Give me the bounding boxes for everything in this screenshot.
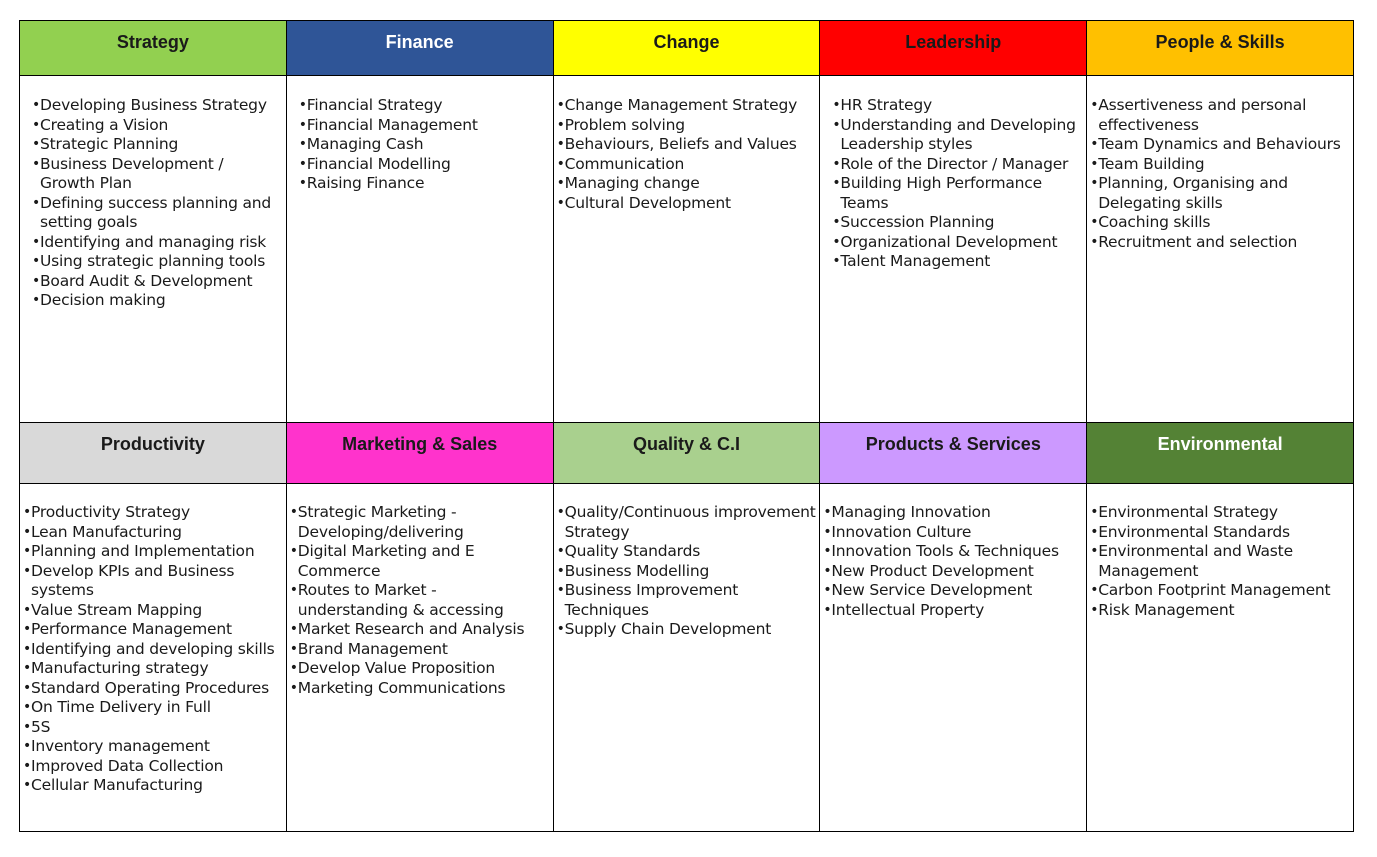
- header-title: Environmental: [1157, 434, 1283, 454]
- content-environmental: [1087, 484, 1354, 832]
- list-item: • Cultural Development: [557, 194, 817, 214]
- list-item: • Using strategic planning tools: [32, 252, 283, 272]
- header-title: Products & Services: [865, 434, 1041, 454]
- list-item: • 5S: [23, 718, 283, 738]
- content-productivity: [20, 484, 287, 832]
- header-title: Leadership: [905, 32, 1002, 52]
- list-item: • Innovation Tools & Techniques: [823, 542, 1083, 562]
- header-change: [553, 21, 820, 76]
- list-item: • Identifying and developing skills: [23, 640, 283, 660]
- header-title: Marketing & Sales: [342, 434, 498, 454]
- list-item: • Developing Business Strategy: [32, 96, 283, 116]
- list-item: • Recruitment and selection: [1090, 233, 1350, 253]
- list-item: • Talent Management: [832, 252, 1083, 272]
- item-list: [1087, 76, 1353, 252]
- list-item: • Succession Planning: [832, 213, 1083, 233]
- list-item: • Defining success planning and setting goals: [32, 194, 283, 233]
- content-marketing-sales: [286, 484, 553, 832]
- header-title: Strategy: [116, 32, 189, 52]
- list-item: • Market Research and Analysis: [290, 620, 550, 640]
- services-grid: [19, 20, 1354, 832]
- header-quality-ci: [553, 423, 820, 484]
- list-item: • Business Improvement Techniques: [557, 581, 817, 620]
- item-list: [20, 484, 286, 796]
- content-quality-ci: [553, 484, 820, 832]
- list-item: • Board Audit & Development: [32, 272, 283, 292]
- list-item: • Strategic Marketing - Developing/delivering: [290, 503, 550, 542]
- header-title: Finance: [385, 32, 454, 52]
- list-item: • Organizational Development: [832, 233, 1083, 253]
- list-item: • Role of the Director / Manager: [832, 155, 1083, 175]
- list-item: • Team Dynamics and Behaviours: [1090, 135, 1350, 155]
- list-item: • Quality Standards: [557, 542, 817, 562]
- list-item: • Managing Cash: [299, 135, 550, 155]
- list-item: • Develop Value Proposition: [290, 659, 550, 679]
- list-item: • Problem solving: [557, 116, 817, 136]
- list-item: • Decision making: [32, 291, 283, 311]
- header-row-1: [20, 21, 1354, 76]
- content-leadership: [820, 76, 1087, 423]
- content-finance: [286, 76, 553, 423]
- list-item: • Environmental Standards: [1090, 523, 1350, 543]
- item-list: [1087, 484, 1353, 620]
- list-item: • Improved Data Collection: [23, 757, 283, 777]
- list-item: • Business Development / Growth Plan: [32, 155, 283, 194]
- list-item: • HR Strategy: [832, 96, 1083, 116]
- list-item: • Manufacturing strategy: [23, 659, 283, 679]
- item-list: [554, 76, 820, 213]
- header-title: Productivity: [100, 434, 205, 454]
- list-item: • Environmental and Waste Management: [1090, 542, 1350, 581]
- list-item: • Planning, Organising and Delegating skills: [1090, 174, 1350, 213]
- list-item: • Coaching skills: [1090, 213, 1350, 233]
- list-item: • Building High Performance Teams: [832, 174, 1083, 213]
- list-item: • Environmental Strategy: [1090, 503, 1350, 523]
- list-item: • Managing change: [557, 174, 817, 194]
- content-products-services: [820, 484, 1087, 832]
- list-item: • Digital Marketing and E Commerce: [290, 542, 550, 581]
- list-item: • Financial Strategy: [299, 96, 550, 116]
- header-row-2: [20, 423, 1354, 484]
- content-row-2: [20, 484, 1354, 832]
- list-item: • Cellular Manufacturing: [23, 776, 283, 796]
- header-title: People & Skills: [1155, 32, 1285, 52]
- list-item: • Marketing Communications: [290, 679, 550, 699]
- list-item: • Inventory management: [23, 737, 283, 757]
- list-item: • Raising Finance: [299, 174, 550, 194]
- header-strategy: [20, 21, 287, 76]
- list-item: • Creating a Vision: [32, 116, 283, 136]
- list-item: • New Service Development: [823, 581, 1083, 601]
- header-marketing-sales: [286, 423, 553, 484]
- list-item: • Develop KPIs and Business systems: [23, 562, 283, 601]
- list-item: • Performance Management: [23, 620, 283, 640]
- list-item: • Supply Chain Development: [557, 620, 817, 640]
- header-people-skills: [1087, 21, 1354, 76]
- item-list: [820, 76, 1086, 272]
- list-item: • Productivity Strategy: [23, 503, 283, 523]
- list-item: • New Product Development: [823, 562, 1083, 582]
- list-item: • Quality/Continuous improvement Strategy: [557, 503, 817, 542]
- item-list: [820, 484, 1086, 620]
- list-item: • Understanding and Developing Leadership styles: [832, 116, 1083, 155]
- list-item: • Managing Innovation: [823, 503, 1083, 523]
- list-item: • Value Stream Mapping: [23, 601, 283, 621]
- list-item: • Assertiveness and personal effectiveness: [1090, 96, 1350, 135]
- list-item: • Standard Operating Procedures: [23, 679, 283, 699]
- header-products-services: [820, 423, 1087, 484]
- list-item: • Lean Manufacturing: [23, 523, 283, 543]
- list-item: • On Time Delivery in Full: [23, 698, 283, 718]
- list-item: • Behaviours, Beliefs and Values: [557, 135, 817, 155]
- header-finance: [286, 21, 553, 76]
- list-item: • Financial Modelling: [299, 155, 550, 175]
- list-item: • Change Management Strategy: [557, 96, 817, 116]
- list-item: • Planning and Implementation: [23, 542, 283, 562]
- header-environmental: [1087, 423, 1354, 484]
- content-people-skills: [1087, 76, 1354, 423]
- header-title: Quality & C.I: [632, 434, 740, 454]
- list-item: • Strategic Planning: [32, 135, 283, 155]
- list-item: • Identifying and managing risk: [32, 233, 283, 253]
- list-item: • Intellectual Property: [823, 601, 1083, 621]
- item-list: [287, 484, 553, 698]
- list-item: • Business Modelling: [557, 562, 817, 582]
- list-item: • Risk Management: [1090, 601, 1350, 621]
- content-strategy: [20, 76, 287, 423]
- header-productivity: [20, 423, 287, 484]
- list-item: • Innovation Culture: [823, 523, 1083, 543]
- list-item: • Routes to Market - understanding & accessing: [290, 581, 550, 620]
- header-leadership: [820, 21, 1087, 76]
- content-change: [553, 76, 820, 423]
- list-item: • Team Building: [1090, 155, 1350, 175]
- list-item: • Carbon Footprint Management: [1090, 581, 1350, 601]
- item-list: [287, 76, 553, 194]
- list-item: • Brand Management: [290, 640, 550, 660]
- list-item: • Communication: [557, 155, 817, 175]
- header-title: Change: [653, 32, 720, 52]
- item-list: [554, 484, 820, 640]
- item-list: [20, 76, 286, 311]
- content-row-1: [20, 76, 1354, 423]
- list-item: • Financial Management: [299, 116, 550, 136]
